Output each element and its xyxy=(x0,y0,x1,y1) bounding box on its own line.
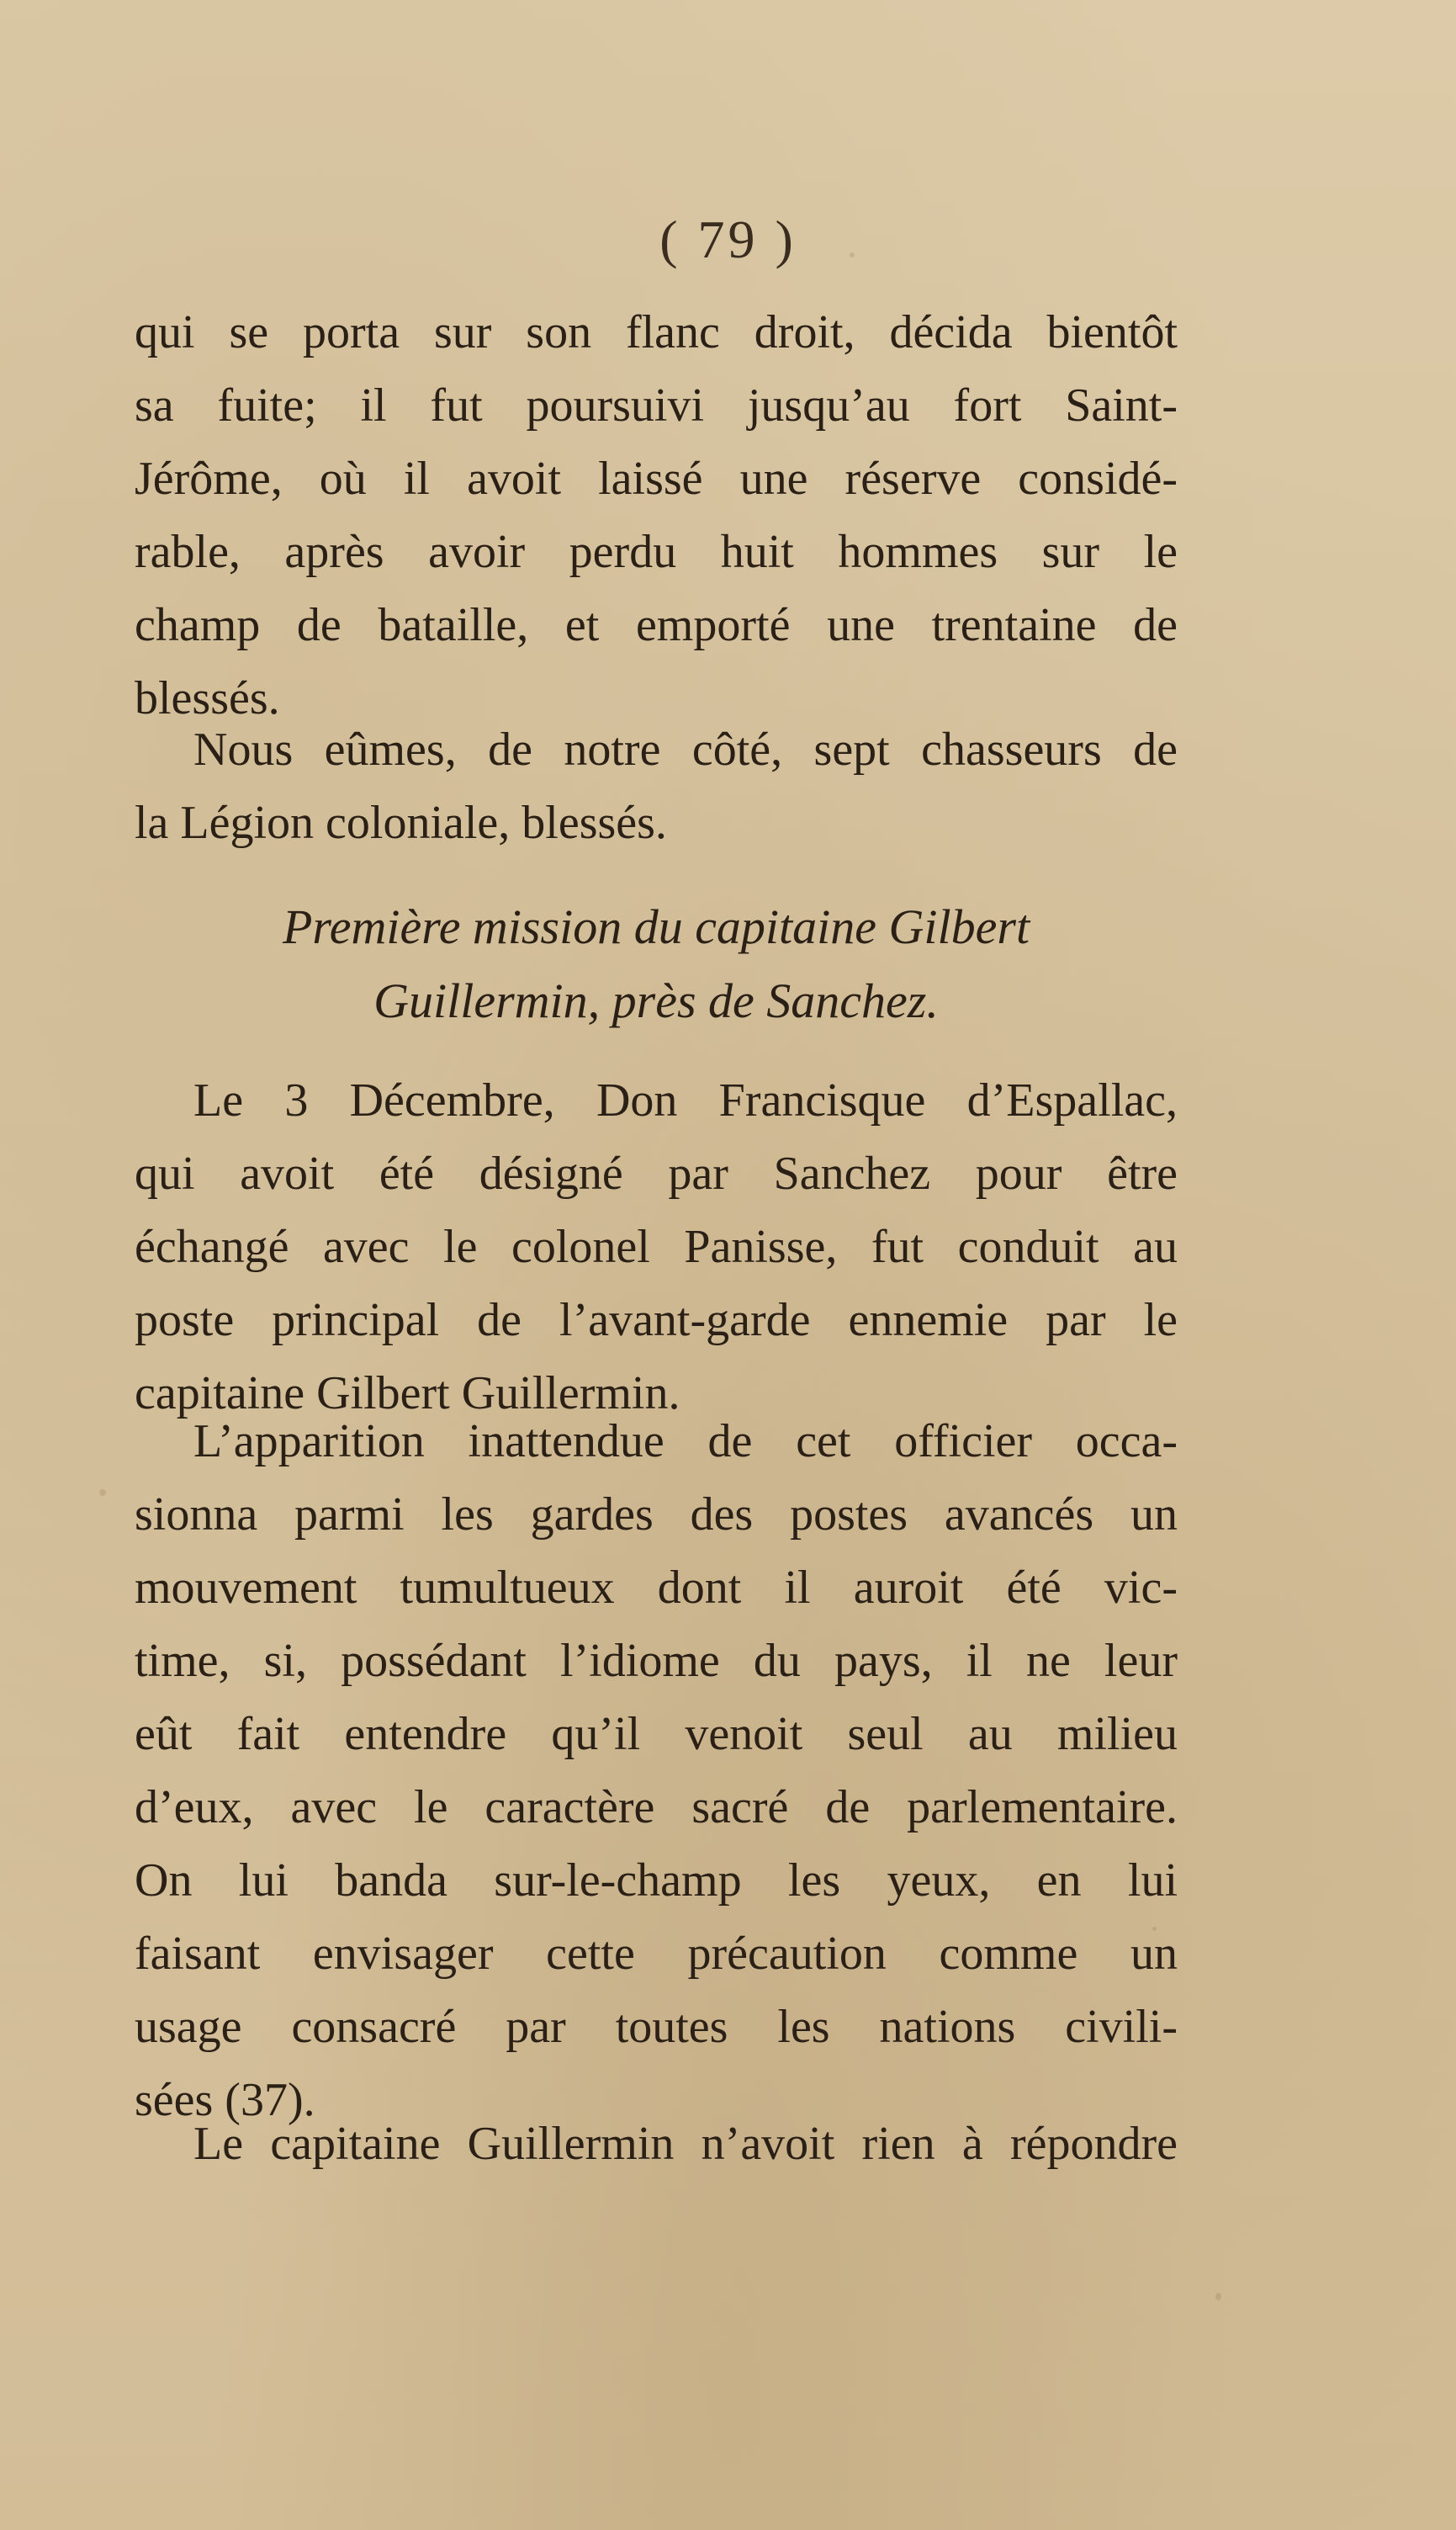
text-line: usage consacré par toutes les nations civili- xyxy=(135,2001,1178,2053)
text-line: faisant envisager cette précaution comme un xyxy=(135,1928,1178,1980)
paper-speck xyxy=(1215,2293,1221,2300)
page-number: ( 79 ) xyxy=(659,210,797,269)
text-line: rable, après avoir perdu huit hommes sur le xyxy=(135,526,1178,578)
text-line: Le 3 Décembre, Don Francisque d’Espallac, xyxy=(193,1074,1178,1127)
text-line: qui avoit été désigné par Sanchez pour être xyxy=(135,1148,1178,1200)
text-line: champ de bataille, et emporté une trentaine de xyxy=(135,599,1178,651)
text-line: On lui banda sur-le-champ les yeux, en lui xyxy=(135,1854,1178,1907)
text-line: échangé avec le colonel Panisse, fut conduit au xyxy=(135,1221,1178,1273)
text-line: sionna parmi les gardes des postes avancés un xyxy=(135,1488,1178,1541)
text-line: la Légion coloniale, blessés. xyxy=(135,797,667,849)
text-line: sa fuite; il fut poursuivi jusqu’au fort Saint- xyxy=(135,379,1178,432)
paragraph xyxy=(135,1405,1178,2137)
text-line: Le capitaine Guillermin n’avoit rien à répondre xyxy=(193,2118,1178,2170)
heading-line: Guillermin, près de Sanchez. xyxy=(373,973,939,1028)
text-line: L’apparition inattendue de cet officier occa- xyxy=(193,1415,1178,1467)
text-line: blessés. xyxy=(135,672,280,724)
text-line: Jérôme, où il avoit laissé une réserve considé- xyxy=(135,453,1178,505)
text-line: Nous eûmes, de notre côté, sept chasseurs de xyxy=(193,724,1178,776)
text-line: eût fait entendre qu’il venoit seul au milieu xyxy=(135,1708,1178,1760)
text-line: qui se porta sur son flanc droit, décida bientôt xyxy=(135,306,1178,358)
text-line: d’eux, avec le caractère sacré de parlementaire. xyxy=(135,1781,1178,1833)
text-line: capitaine Gilbert Guillermin. xyxy=(135,1367,680,1419)
paragraph xyxy=(135,2108,1178,2181)
paper-speck xyxy=(99,1489,106,1496)
section-heading xyxy=(135,890,1178,1038)
text-line: time, si, possédant l’idiome du pays, il ne leur xyxy=(135,1635,1178,1687)
heading-line: Première mission du capitaine Gilbert xyxy=(282,899,1030,954)
paragraph xyxy=(135,713,1178,860)
text-line: poste principal de l’avant-garde ennemie par le xyxy=(135,1294,1178,1346)
paragraph xyxy=(135,1064,1178,1430)
paragraph xyxy=(135,296,1178,735)
text-line: mouvement tumultueux dont il auroit été vic- xyxy=(135,1562,1178,1614)
text-line: sées (37). xyxy=(135,2074,315,2126)
